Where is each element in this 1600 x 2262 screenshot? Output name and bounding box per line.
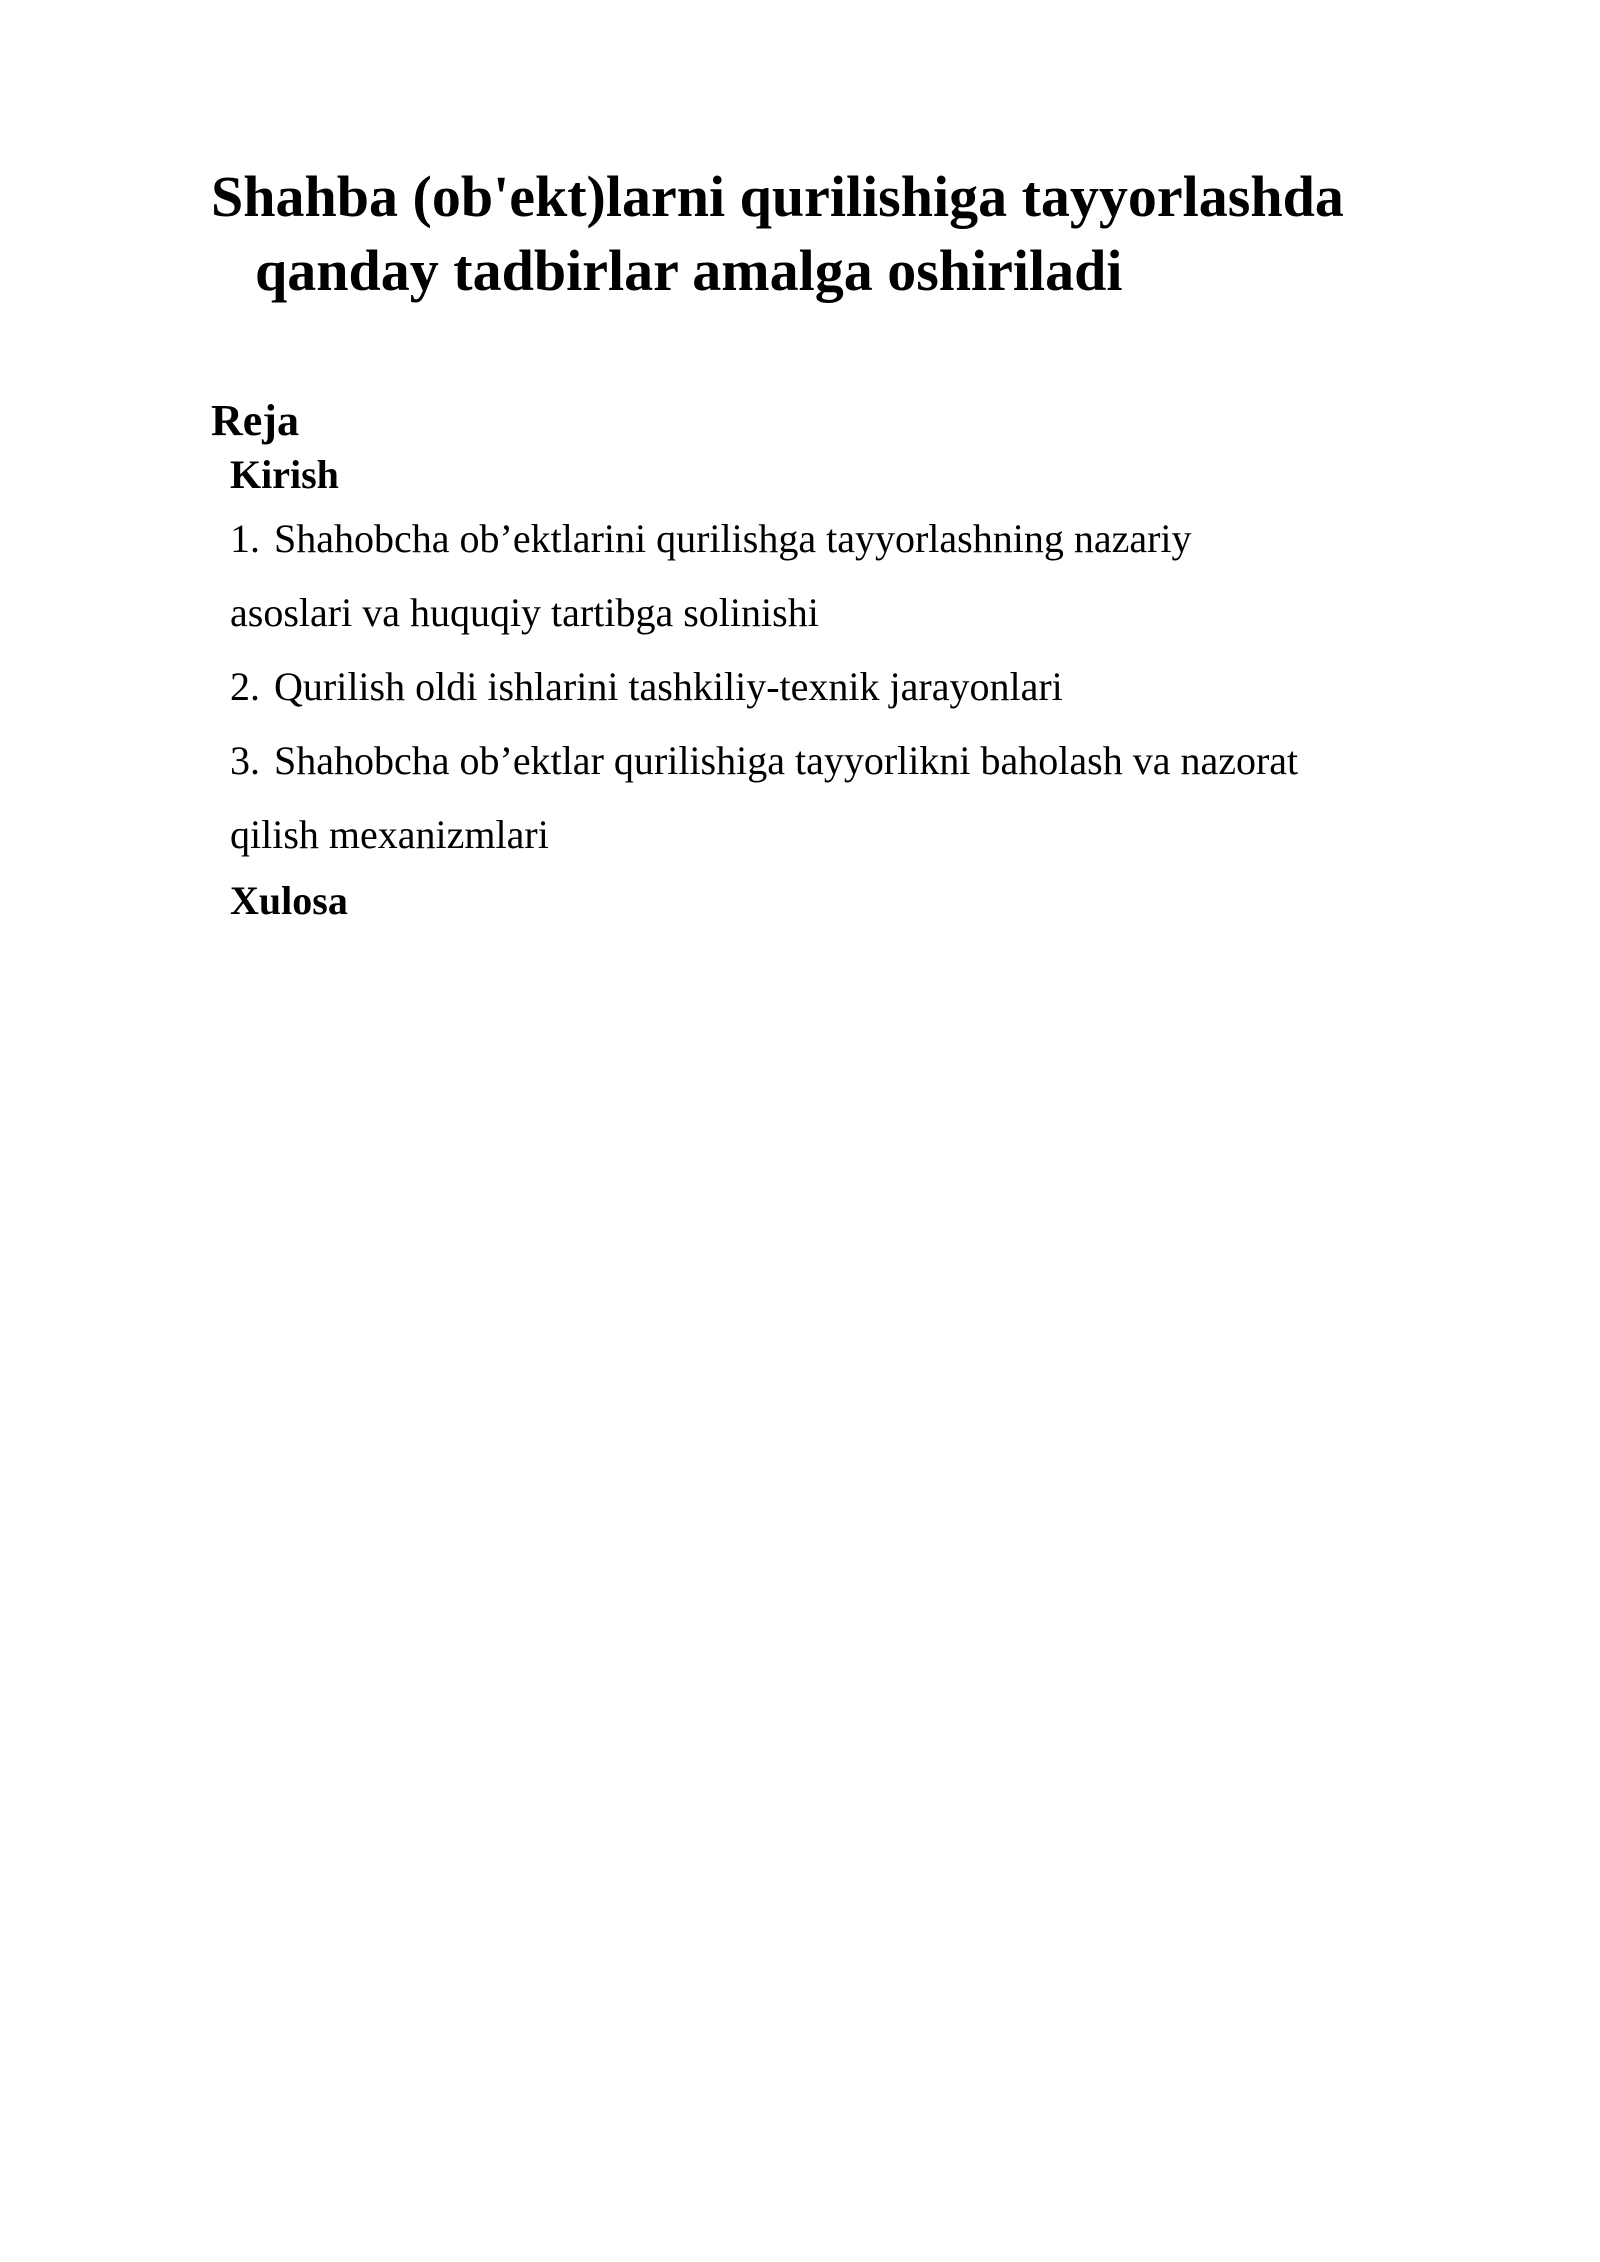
- plan-item-text: Qurilish oldi ishlarini tashkiliy-texnik jarayonlari: [274, 664, 1063, 709]
- plan-item-1: [230, 502, 1480, 650]
- plan-item-text: Shahobcha ob’ektlar qurilishiga tayyorlikni baholash va nazorat: [274, 738, 1299, 783]
- plan-item-number: 2.: [230, 664, 260, 709]
- conclusion-heading: Xulosa: [230, 878, 348, 923]
- plan-item-number: 1.: [230, 516, 260, 561]
- plan-item-text-continued: asoslari va huquqiy tartibga solinishi: [230, 590, 819, 635]
- plan-item-number: 3.: [230, 738, 260, 783]
- plan-item-2: [230, 650, 1480, 724]
- plan-item-text-continued: qilish mexanizmlari: [230, 812, 549, 857]
- plan-item-3: [230, 724, 1480, 872]
- plan-list: [230, 448, 1480, 928]
- title-line-1: Shahba (ob'ekt)larni qurilishiga tayyorlashda: [211, 164, 1344, 229]
- document-title: [211, 160, 1471, 308]
- plan-heading: Reja: [211, 396, 299, 445]
- introduction-heading: Kirish: [230, 452, 339, 497]
- title-line-2: qanday tadbirlar amalga oshiriladi: [255, 238, 1123, 303]
- plan-item-text: Shahobcha ob’ektlarini qurilishga tayyorlashning nazariy: [274, 516, 1192, 561]
